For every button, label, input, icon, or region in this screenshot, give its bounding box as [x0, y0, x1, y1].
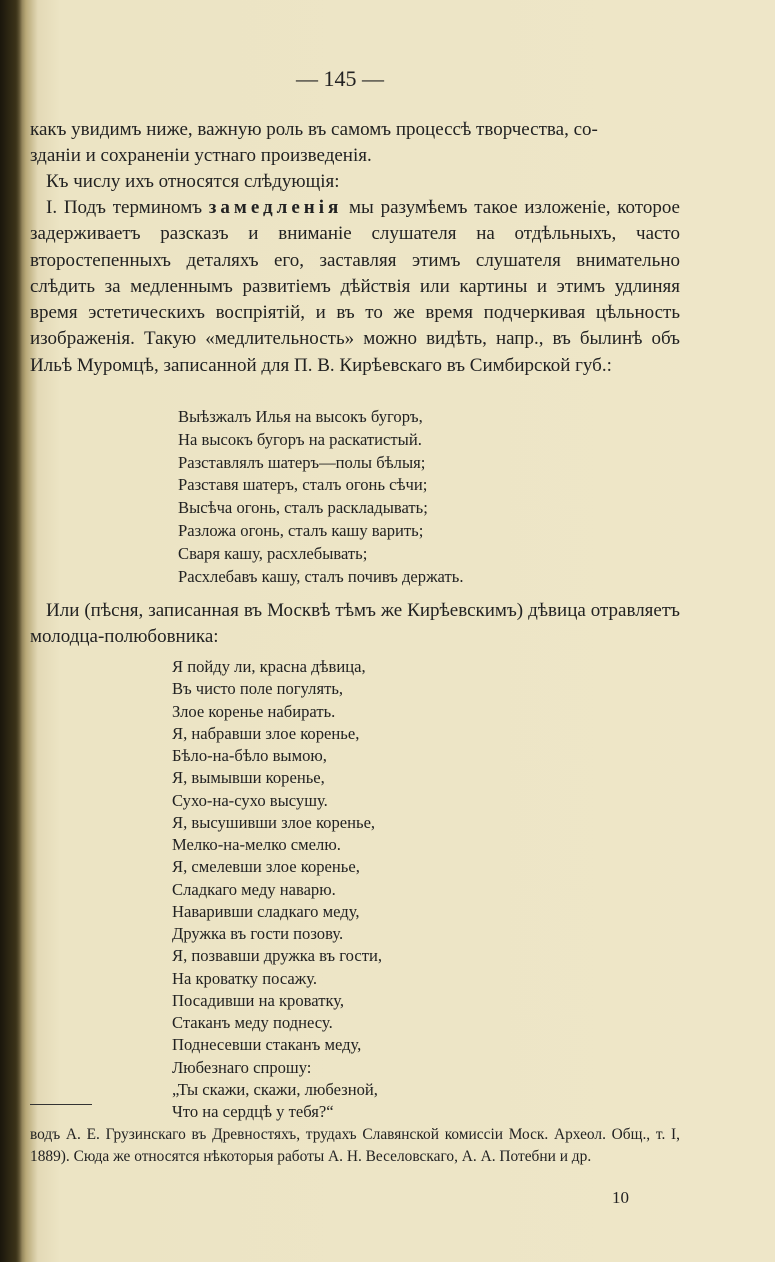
verse-line: Я, смелевши злое коренье,	[172, 857, 360, 877]
paragraph-line-1: какъ увидимъ ниже, важную роль въ самомъ процессѣ творчества, со-	[30, 119, 598, 140]
paragraph-zamedlenie	[30, 195, 680, 379]
verse-line: Я, вымывши коренье,	[172, 768, 325, 788]
verse-line: Дружка въ гости позову.	[172, 924, 344, 943]
verse-line: Бѣло-на-бѣло вымою,	[172, 746, 327, 765]
verse-line: Выѣзжалъ Илья на высокъ бугоръ,	[178, 407, 423, 426]
verse-line: Сваря кашу, расхлебывать;	[178, 543, 368, 563]
paragraph-body: мы разумѣемъ такое изложеніе, которое задерживаетъ разсказъ и вниманіе слушателя на отдѣльныхъ, часто второстепенныхъ деталяхъ его, заставляя этимъ слушателя внимательно слѣдить за медленнымъ развитіемъ дѣйствія или картины и этимъ удлиняя время эстетическихъ воспріятій, и въ то же время подчеркивая цѣльность изображенія. Такую «медлительность» можно видѣть, напр., въ былинѣ объ Ильѣ Муромцѣ, записанной для П. В. Кирѣевскаго въ Симбирской губ.:	[30, 197, 680, 376]
verse-line: Что на сердцѣ у тебя?“	[172, 1102, 334, 1121]
footnote-rule	[30, 1104, 92, 1105]
verse-line: Сладкаго меду наварю.	[172, 879, 336, 899]
verse-line: Любезнаго спрошу:	[172, 1057, 312, 1077]
verse-line: Разставя шатеръ, сталъ огонь сѣчи;	[178, 475, 428, 495]
verse-line: Злое коренье набирать.	[172, 701, 336, 721]
verse-line: Наваривши сладкаго меду,	[172, 901, 360, 921]
verse-ilya-muromets	[178, 406, 463, 588]
term-zamedlenie: замедленія	[208, 197, 343, 218]
verse-line: На высокъ бугоръ на раскатистый.	[178, 429, 422, 449]
verse-line: Расхлебавъ кашу, сталъ почивъ держать.	[178, 566, 464, 586]
verse-line: Разложа огонь, сталъ кашу варить;	[178, 520, 424, 540]
verse-line: Я, набравши злое коренье,	[172, 723, 360, 743]
verse-line: Разставлялъ шатеръ—полы бѣлыя;	[178, 452, 426, 472]
verse-line: „Ты скажи, скажи, любезной,	[172, 1079, 378, 1099]
verse-line: Высѣча огонь, сталъ раскладывать;	[178, 498, 428, 518]
verse-line: Въ чисто поле погулять,	[172, 679, 344, 699]
paragraph-continuation	[30, 117, 680, 170]
paragraph-start: I. Подъ терминомъ	[46, 197, 209, 218]
verse-line: Посадивши на кроватку,	[172, 990, 345, 1010]
verse-line: Мелко-на-мелко смелю.	[172, 835, 341, 854]
paragraph-intro: Къ числу ихъ относятся слѣдующія:	[46, 171, 340, 192]
footnote: водъ А. Е. Грузинскаго въ Древностяхъ, трудахъ Славянской комиссіи Моск. Археол. Общ., т. I, 1889). Сюда же относятся нѣкоторыя работы А. Н. Веселовскаго, А. А. Потебни и др.	[30, 1126, 680, 1165]
verse-line: Я, позвавши дружка въ гости,	[172, 946, 383, 966]
verse-maiden-song	[172, 656, 382, 1123]
verse-line: Сухо-на-сухо высушу.	[172, 790, 328, 810]
verse-line: Поднесевши стаканъ меду,	[172, 1035, 362, 1055]
book-spine-shadow	[0, 0, 22, 1262]
paragraph-line-2: зданіи и сохраненіи устнаго произведенія.	[30, 145, 372, 167]
signature-mark: 10	[612, 1188, 629, 1207]
verse-line: Я пойду ли, красна дѣвица,	[172, 657, 366, 676]
verse-line: На кроватку посажу.	[172, 968, 318, 988]
paragraph-song-intro: Или (пѣсня, записанная въ Москвѣ тѣмъ же Кирѣевскимъ) дѣвица отравляетъ молодца-полюбовника:	[30, 600, 680, 648]
page-number: — 145 —	[296, 66, 384, 91]
verse-line: Стаканъ меду поднесу.	[172, 1013, 333, 1032]
verse-line: Я, высушивши злое коренье,	[172, 812, 376, 832]
